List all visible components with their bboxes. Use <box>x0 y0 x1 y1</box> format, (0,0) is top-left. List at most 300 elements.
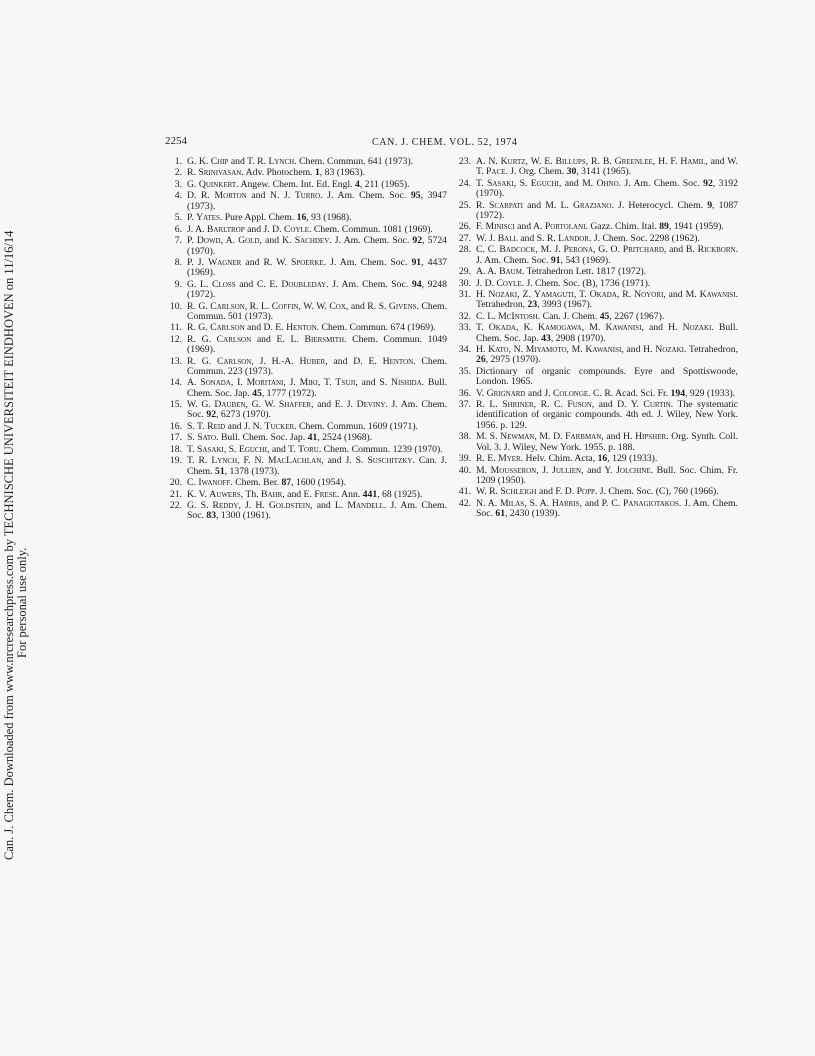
reference-text: . J. Am. Chem. Soc. <box>320 190 411 202</box>
author-name: Greenlee <box>614 156 653 167</box>
author-name: Nozaki <box>682 322 712 334</box>
reference-text: and J. D. <box>244 223 284 235</box>
reference-text: and C. E. <box>235 278 282 290</box>
volume-number: 92 <box>206 409 217 421</box>
author-name: Barltrop <box>206 223 245 235</box>
reference-text: , G. O. <box>593 244 623 256</box>
author-name: Baum <box>499 266 522 278</box>
author-name: Eguchi <box>238 443 267 455</box>
reference-item <box>165 302 447 323</box>
references-right-column <box>454 157 738 521</box>
author-name: Carlson <box>210 322 245 334</box>
author-name: Doubleday <box>281 278 327 290</box>
reference-text: M. <box>476 464 491 476</box>
reference-text: . Adv. Photochem. <box>241 167 315 179</box>
reference-text: and R. W. <box>241 256 291 268</box>
author-name: Morton <box>214 190 247 202</box>
reference-text: . Tetrahedron, <box>684 344 739 356</box>
author-name: Landor <box>558 232 589 244</box>
reference-text: , F. N. <box>237 455 268 467</box>
reference-text: , K. <box>515 322 538 334</box>
author-name: Spoerke <box>290 256 324 268</box>
reference-text: V. <box>476 387 487 399</box>
reference-text: , 68 (1925). <box>377 488 423 500</box>
reference-text: , 6273 (1970). <box>216 409 271 421</box>
reference-text: , 2267 (1967). <box>609 310 665 322</box>
author-name: Reddy <box>212 500 239 512</box>
reference-item <box>165 378 447 399</box>
author-name: Kawanisi <box>605 322 642 334</box>
reference-item <box>454 454 738 464</box>
reference-number: 25. <box>458 199 471 211</box>
reference-text: . Tetrahedron Lett. 1817 (1972). <box>521 266 647 278</box>
reference-number: 35. <box>458 365 471 377</box>
reference-text: , R. <box>616 289 635 301</box>
reference-text: , 1300 (1961). <box>216 510 271 522</box>
reference-text: G. K. <box>187 156 211 167</box>
volume-number: 89 <box>659 221 669 233</box>
reference-number: 38. <box>458 431 471 443</box>
reference-number: 11. <box>170 322 182 334</box>
reference-text: and E. L. <box>251 333 305 345</box>
volume-number: 45 <box>252 387 262 399</box>
reference-text: R. <box>187 167 199 179</box>
reference-text: , and E. J. <box>311 399 357 411</box>
page-number: 2254 <box>165 135 187 147</box>
reference-item <box>454 222 738 232</box>
author-name: Newman <box>500 431 535 443</box>
author-name: Dowd <box>196 235 221 247</box>
reference-number: 24. <box>458 177 471 189</box>
author-name: Nozaki <box>488 289 518 301</box>
reference-text: , and H. <box>621 344 656 356</box>
reference-text: , 543 (1969). <box>560 254 611 266</box>
reference-text: . J. Heterocycl. Chem. <box>611 199 708 211</box>
author-name: Turro <box>294 190 321 202</box>
reference-number: 22. <box>169 500 182 512</box>
reference-item <box>454 323 738 344</box>
reference-number: 6. <box>174 223 182 235</box>
volume-number: 1 <box>314 167 320 179</box>
author-name: Kawanisi <box>585 344 622 356</box>
reference-text: , S. <box>223 443 239 455</box>
reference-text: T. <box>476 322 489 334</box>
reference-number: 3. <box>174 178 182 190</box>
author-name: Lynch <box>268 156 295 167</box>
author-name: Tucker <box>264 420 295 432</box>
reference-text: , and H. <box>601 431 636 443</box>
reference-text: and A. <box>514 221 545 233</box>
reference-item <box>165 501 447 522</box>
reference-text: R. G. <box>187 355 217 367</box>
reference-text: , R. B. <box>585 156 615 167</box>
reference-text: . Angew. Chem. Int. Ed. Engl. <box>236 178 355 190</box>
reference-text: and S. R. <box>517 232 559 244</box>
reference-text: , and D. Y. <box>591 399 644 411</box>
volume-number: 87 <box>281 477 292 489</box>
volume-number: 92 <box>412 235 423 247</box>
author-name: Billups <box>555 156 586 167</box>
reference-item <box>165 478 447 488</box>
author-name: Carlson <box>216 333 252 345</box>
reference-text: G. L. <box>187 278 213 290</box>
reference-text: . Can. J. Chem. <box>187 455 447 477</box>
reference-text: and J. N. <box>225 420 265 432</box>
author-name: Kawanisi <box>699 289 736 301</box>
reference-number: 2. <box>174 167 182 179</box>
reference-item <box>165 258 447 279</box>
reference-number: 23. <box>458 156 471 167</box>
author-name: Kato <box>488 344 509 356</box>
reference-item <box>454 279 738 289</box>
reference-text: T. R. <box>187 455 212 467</box>
reference-text: H. <box>476 289 489 301</box>
reference-text: , 5724 (1970). <box>187 235 448 257</box>
reference-item <box>165 433 447 443</box>
author-name: Pritchard <box>622 244 664 256</box>
reference-text: . J. Am. Chem. Soc. <box>329 235 413 247</box>
reference-text: , 3993 (1967). <box>537 299 593 311</box>
reference-number: 28. <box>458 244 471 256</box>
reference-text: , 83 (1963). <box>319 167 365 179</box>
reference-item <box>165 445 447 455</box>
reference-text: D. R. <box>187 190 215 202</box>
reference-item <box>454 400 738 431</box>
reference-text: , and K. <box>259 235 295 247</box>
reference-number: 13. <box>169 355 182 367</box>
author-name: Mandell <box>347 500 384 512</box>
author-name: Okada <box>488 322 516 334</box>
author-name: Yamaguti <box>533 289 574 301</box>
reference-text: , 1777 (1972). <box>261 387 317 399</box>
reference-number: 29. <box>458 266 471 278</box>
volume-number: 51 <box>214 465 225 477</box>
reference-text: and F. D. <box>536 486 577 498</box>
volume-number: 91 <box>411 256 422 268</box>
reference-text: , 929 (1933). <box>685 387 736 399</box>
reference-text: , J. <box>536 464 553 476</box>
reference-text: W. G. <box>187 399 215 411</box>
reference-text: , and J. S. <box>321 455 368 467</box>
reference-text: and T. R. <box>228 156 269 167</box>
author-name: Tsuji <box>335 377 356 389</box>
reference-item <box>454 345 738 366</box>
author-name: Dauben <box>214 399 246 411</box>
reference-text: and N. J. <box>246 190 295 202</box>
reference-text: K. V. <box>187 488 210 500</box>
author-name: Suschitzky <box>367 455 413 467</box>
author-name: Toru <box>298 443 319 455</box>
reference-text: , 3947 (1973). <box>187 190 447 212</box>
reference-item <box>165 191 447 212</box>
reference-number: 40. <box>458 464 471 476</box>
reference-text: and D. E. <box>244 322 287 334</box>
author-name: Harris <box>551 497 580 509</box>
reference-text: W. J. <box>476 232 498 244</box>
reference-item <box>165 213 447 223</box>
reference-text: W. R. <box>476 486 501 498</box>
reference-text: . C. R. Acad. Sci. Fr. <box>588 387 671 399</box>
reference-text: , R. C. <box>533 399 568 411</box>
reference-text: . Bull. Soc. Chim. Fr. 1209 (1950). <box>476 464 738 486</box>
reference-number: 1. <box>174 156 182 167</box>
reference-item <box>454 290 738 311</box>
volume-number: 26 <box>476 354 486 366</box>
reference-text: P. <box>187 235 197 247</box>
author-name: Carlson <box>216 355 252 367</box>
reference-number: 39. <box>458 453 471 465</box>
reference-item <box>165 456 447 477</box>
volume-number: 61 <box>495 508 506 520</box>
reference-text: , H. F. <box>652 156 681 167</box>
reference-text: R. E. <box>476 453 499 465</box>
author-name: Lynch <box>211 455 238 467</box>
reference-item <box>165 180 447 190</box>
reference-text: , W. W. <box>298 300 330 312</box>
reference-text: . Org. Synth. Coll. Vol. 3. J. Wiley, New York. 1955. p. 188. <box>476 431 738 453</box>
reference-item <box>454 234 738 244</box>
reference-text: . J. Am. Chem. Soc. <box>476 497 738 520</box>
reference-item <box>165 280 447 301</box>
reference-item <box>165 225 447 235</box>
author-name: Gold <box>238 235 260 247</box>
reference-item <box>165 490 447 500</box>
author-name: Myer <box>498 453 521 465</box>
reference-text: . Chem. Commun. 1081 (1969). <box>309 223 433 235</box>
author-name: Minisci <box>485 221 515 233</box>
reference-text: . Pure Appl. Chem. <box>219 212 297 224</box>
reference-text: . Gazz. Chim. Ital. <box>585 221 660 233</box>
reference-item <box>454 267 738 277</box>
reference-text: , R. L. <box>244 300 272 312</box>
author-name: Quinkert <box>198 178 237 190</box>
author-name: McIntosh <box>498 310 538 322</box>
reference-text: C. <box>187 477 199 489</box>
reference-text: , 1087 (1972). <box>476 199 739 221</box>
reference-text: , 3192 (1970). <box>476 177 738 200</box>
reference-item <box>165 323 447 333</box>
author-name: Ball <box>497 232 518 244</box>
author-name: Badcock <box>499 244 536 256</box>
author-name: Deviny <box>356 399 386 411</box>
reference-text: , J. H.-A. <box>251 355 300 367</box>
reference-text: P. <box>187 212 197 224</box>
reference-text: , J. <box>283 377 300 389</box>
reference-text: and M. L. <box>522 199 573 211</box>
reference-text: , and B. <box>663 244 698 256</box>
reference-number: 34. <box>458 344 471 356</box>
author-name: Jolchine <box>616 464 651 476</box>
reference-text: , T. <box>317 377 336 389</box>
reference-text: , J. H. <box>238 500 269 512</box>
author-name: Huber <box>299 355 326 367</box>
author-name: Eguchi <box>530 177 559 189</box>
reference-text: , and D. E. <box>325 355 383 367</box>
reference-number: 14. <box>169 377 182 389</box>
author-name: Noyori <box>634 289 664 301</box>
reference-text: . Chem. Commun. 1239 (1970). <box>318 443 443 455</box>
reference-number: 37. <box>458 399 471 411</box>
reference-item <box>165 422 447 432</box>
author-name: Auwers <box>209 488 241 500</box>
reference-item <box>454 499 738 520</box>
reference-text: , W. E. <box>525 156 556 167</box>
reference-number: 8. <box>174 256 182 268</box>
reference-text: . J. Am. Chem. Soc. <box>326 278 412 290</box>
reference-text: M. S. <box>476 431 501 443</box>
reference-item <box>454 367 738 388</box>
margin-note-line-2: For personal use only. <box>15 547 29 658</box>
reference-text: , 1941 (1959). <box>668 221 724 233</box>
download-margin-note <box>3 160 29 860</box>
reference-text: . Chem. Commun. 1609 (1971). <box>294 420 418 432</box>
reference-text: , and Y. <box>581 464 617 476</box>
author-name: Hamil <box>680 156 706 167</box>
reference-text: . Chem. Commun. 1049 (1969). <box>187 333 447 356</box>
author-name: Kamogawa <box>538 322 582 334</box>
reference-number: 21. <box>169 488 182 500</box>
reference-text: , and R. S. <box>345 300 389 312</box>
reference-text: , G. W. <box>245 399 279 411</box>
reference-text: , Z. <box>517 289 534 301</box>
volume-number: 92 <box>703 177 713 189</box>
reference-item <box>454 487 738 497</box>
reference-text: . Chem. Ber. <box>230 477 282 489</box>
volume-number: 9 <box>707 199 713 211</box>
reference-number: 42. <box>458 497 471 509</box>
reference-text: , T. <box>573 289 590 301</box>
reference-item <box>165 357 447 378</box>
reference-text: A. A. <box>476 266 500 278</box>
reference-text: . Bull. Chem. Soc. Jap. <box>476 322 739 344</box>
reference-number: 18. <box>169 443 182 455</box>
reference-item <box>454 245 738 266</box>
reference-text: . Chem. Commun. 501 (1973). <box>187 300 447 322</box>
author-name: Scarpati <box>489 199 523 211</box>
volume-number: 441 <box>362 488 378 500</box>
author-name: Sasaki <box>487 177 514 189</box>
author-name: Cox <box>329 300 346 312</box>
reference-text: H. <box>476 344 489 356</box>
reference-number: 19. <box>169 455 182 467</box>
volume-number: 95 <box>410 190 421 202</box>
reference-number: 15. <box>169 399 182 411</box>
author-name: Sonada <box>200 377 231 389</box>
reference-text: , 93 (1968). <box>306 212 352 224</box>
volume-number: 94 <box>411 278 422 290</box>
reference-text: . J. Chem. Soc. (B), 1736 (1971). <box>521 277 651 289</box>
author-name: Givens <box>388 300 417 312</box>
reference-text: . J. Chem. Soc. (C), 760 (1966). <box>594 486 719 498</box>
reference-item <box>454 157 738 178</box>
reference-number: 30. <box>458 277 471 289</box>
reference-item <box>454 201 738 222</box>
author-name: Frese <box>314 488 337 500</box>
running-header: CAN. J. CHEM. VOL. 52, 1974 <box>372 137 518 148</box>
reference-text: R. G. <box>187 333 217 345</box>
reference-text: . Chem. Commun. 674 (1969). <box>316 322 436 334</box>
author-name: Bahr <box>261 488 283 500</box>
reference-text: and J. <box>525 387 553 399</box>
reference-item <box>165 157 447 167</box>
reference-number: 4. <box>174 190 182 202</box>
author-name: Fuson <box>567 399 592 411</box>
reference-text: F. <box>476 221 486 233</box>
reference-text: , 2430 (1939). <box>505 508 560 520</box>
volume-number: 43 <box>541 332 551 344</box>
author-name: Sato <box>197 432 217 444</box>
reference-text: , I. <box>230 377 247 389</box>
reference-text: , 129 (1933). <box>607 453 658 465</box>
reference-number: 5. <box>174 212 182 224</box>
reference-number: 36. <box>458 387 471 399</box>
author-name: Curtin <box>643 399 671 411</box>
reference-text: T. <box>187 443 198 455</box>
reference-text: J. A. <box>187 223 207 235</box>
reference-text: . Chem. Commun. 641 (1973). <box>294 156 414 167</box>
author-name: Biersmith <box>304 333 345 345</box>
reference-number: 10. <box>169 300 182 312</box>
author-name: Chip <box>210 156 229 167</box>
reference-text: , M. D. <box>534 431 566 443</box>
author-name: Portolani <box>544 221 586 233</box>
author-name: Coffin <box>271 300 299 312</box>
author-name: Rickborn <box>697 244 736 256</box>
author-name: Okada <box>589 289 617 301</box>
reference-text: . The systematic identification of organic compounds. 4th ed. J. Wiley, New York. 1956. p. 129. <box>476 399 738 431</box>
reference-text: , M. <box>581 322 606 334</box>
author-name: Goldstein <box>268 500 311 512</box>
author-name: Closs <box>212 278 236 290</box>
author-name: Perona <box>563 244 594 256</box>
author-name: Sachdev <box>294 235 330 247</box>
reference-text: . Helv. Chim. Acta, <box>520 453 598 465</box>
reference-text: , and M. <box>558 177 597 189</box>
reference-number: 27. <box>458 232 471 244</box>
reference-text: R. G. <box>187 300 211 312</box>
volume-number: 194 <box>670 387 686 399</box>
reference-text: , 1600 (1954). <box>291 477 347 489</box>
author-name: Colonge <box>552 387 589 399</box>
reference-text: A. <box>187 377 201 389</box>
volume-number: 30 <box>566 166 577 178</box>
volume-number: 41 <box>307 432 318 444</box>
references-left-column <box>165 157 447 523</box>
margin-note-line-1: Can. J. Chem. Downloaded from www.nrcresearchpress.com by TECHNISCHE UNIVERSITEIT EINDHOVEN on 11/16/14 <box>2 230 16 860</box>
reference-text: . J. Am. Chem. Soc. <box>187 399 447 421</box>
reference-text: . Ann. <box>336 488 363 500</box>
reference-text: , A. <box>220 235 239 247</box>
reference-item <box>454 389 738 399</box>
reference-text: . Chem. Commun. 223 (1973). <box>187 355 447 377</box>
volume-number: 16 <box>597 453 608 465</box>
reference-text: , and H. <box>641 322 683 334</box>
reference-text: A. N. <box>476 156 501 167</box>
author-name: Graziano <box>572 199 612 211</box>
reference-item <box>454 432 738 453</box>
reference-item <box>165 168 447 178</box>
author-name: Coyle <box>496 277 522 289</box>
reference-text: , 2975 (1970). <box>485 354 541 366</box>
reference-text: R. L. <box>476 399 503 411</box>
reference-number: 7. <box>174 235 182 247</box>
reference-text: , 9248 (1972). <box>187 278 447 301</box>
reference-text: , and W. T. <box>476 156 738 178</box>
reference-text: , M. J. <box>535 244 564 256</box>
reference-text: , and P. C. <box>579 497 624 509</box>
reference-item <box>165 400 447 421</box>
reference-text: , and S. <box>355 377 391 389</box>
